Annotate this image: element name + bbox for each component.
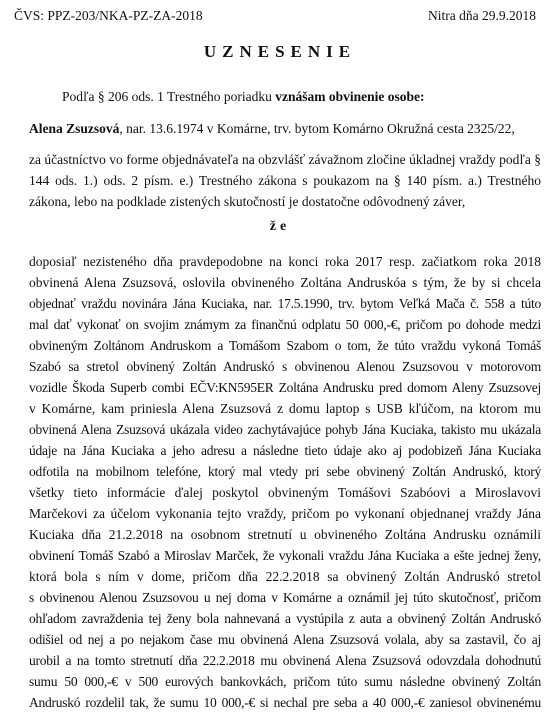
description-line: v Komárne, kam priniesla Alena Zsuzsová z domu laptop s USB kľúčom, na ktorom mu xyxy=(29,401,541,416)
intro-text: Podľa § 206 ods. 1 Trestného poriadku xyxy=(62,89,276,104)
description-line: s obvinenou Alenou Zsuzsovou u nej doma v Komárne a oznámil jej túto skutočnosť, pričom xyxy=(29,590,541,605)
document-title: UZNESENIE xyxy=(203,42,357,61)
description-paragraph xyxy=(29,251,541,713)
place-and-date: Nitra dňa 29.9.2018 xyxy=(428,8,536,23)
accused-paragraph xyxy=(29,118,541,139)
description-line: ohľadom zavraždenia tej ženy bola nahnevaná a vystúpila z auta a obvinený Zoltán Andruskó xyxy=(29,611,541,626)
charge-paragraph: za účastníctvo vo forme objednávateľa na obzvlášť závažnom zločine úkladnej vraždy podľa § 144 ods. 1.) ods. 2 písm. e.) Trestného zákona s poukazom na § 140 písm. a.) Trestného zákona, lebo na podklade zistených skutočností je dostatočne odôvodnený záver, xyxy=(29,152,541,209)
description-line: Kuciaka dňa 21.2.2018 na osobnom stretnutí u obvineného Zoltána Andrusku oznámili xyxy=(29,527,541,542)
description-line: obvineným Zoltánom Andruskom a Tomášom Szabom o tom, že túto vraždu vykoná Tomáš xyxy=(29,338,541,353)
description-line: ktorá bola s ním v dome, pričom dňa 22.2.2018 sa obvinený Zoltán Andruskó stretol xyxy=(29,569,541,584)
description-line: Andruskó rozdelil tak, že sumu 10 000,-€ si nechal pre seba a 40 000,-€ zaniesol obvinenému xyxy=(29,695,541,710)
description-line: všetky tieto informácie ďalej poskytol obvineným Tomášovi Szabóovi a Miroslavovi xyxy=(29,485,541,500)
description-line: Marčekovi za účelom vykonania tejto vraždy, pričom po vykonaní objednanej vraždy Jána xyxy=(29,506,541,521)
description-line: odfotila na mobilnom telefóne, ktorý mal vtedy pri sebe obvinený Zoltán Andruskó, ktorý xyxy=(29,464,541,479)
intro-bold-text: vznášam obvinenie osobe: xyxy=(275,89,425,104)
intro-paragraph xyxy=(62,86,542,107)
description-line: mal dať vykonať on svojim známym za finančnú odplatu 50 000,-€, pričom po dohode medzi xyxy=(29,317,541,332)
description-line: obvinení Tomáš Szabó a Miroslav Marček, že vykonali vraždu Jána Kuciaka a ešte jednej ženy, xyxy=(29,548,541,563)
description-line: doposiaľ nezisteného dňa pravdepodobne na konci roka 2017 resp. začiatkom roka 2018 xyxy=(29,254,541,269)
description-line: objednať vraždu novinára Jána Kuciaka, nar. 17.5.1990, trv. bytom Veľká Mača č. 558 a túto xyxy=(29,296,541,311)
description-line: Szabó sa stretol obvinený Zoltán Andruskó s obvinenou Alenou Zsuzsovou v motorovom xyxy=(29,359,541,374)
accused-details: , nar. 13.6.1974 v Komárne, trv. bytom Komárno Okružná cesta 2325/22, xyxy=(119,121,515,136)
description-line: údaje na Jána Kuciaka a jeho adresu a následne tieto údaje ako aj podobizeň Jána Kuciaka xyxy=(29,443,541,458)
description-line: obvinená Alena Zsuzsová ukázala video zachytávajúce pohyb Jána Kuciaka, takisto mu ukázala xyxy=(29,422,541,437)
ze-heading: že xyxy=(269,219,291,234)
description-line: vozidle Škoda Superb combi EČV:KN595ER Zoltána Andrusku pred domom Aleny Zsuzsovej xyxy=(29,380,541,395)
description-line: obvinená Alena Zsuzsová, oslovila obvineného Zoltána Andruskóa s tým, že by si chcela xyxy=(29,275,541,290)
description-line: odišiel od nej a po nejakom čase mu obvinená Alena Zsuzsová volala, aby sa zastavil, čo aj xyxy=(29,632,541,647)
description-line: urobil a na tomto stretnutí dňa 22.2.2018 mu obvinená Alena Zsuzsová odovzdala dohodnutú xyxy=(29,653,541,668)
case-number: ČVS: PPZ-203/NKA-PZ-ZA-2018 xyxy=(14,8,203,23)
accused-name: Alena Zsuzsová xyxy=(29,121,120,136)
description-line: sumu 50 000,-€ v 500 eurových bankovkách, pričom túto sumu následne obvinený Zoltán xyxy=(29,674,541,689)
